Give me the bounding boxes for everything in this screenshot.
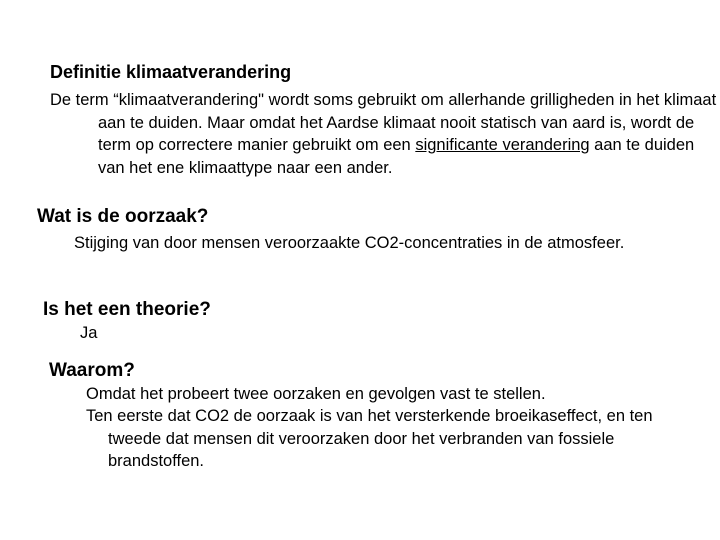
theory-answer: Ja [80,324,98,342]
definition-text-underlined: significante verandering [415,136,590,154]
definition-paragraph [50,89,718,179]
definition-text-after: aan te duiden van het ene klimaattype naar een ander. [98,136,695,177]
why-heading: Waarom? [49,360,135,381]
cause-heading: Wat is de oorzaak? [37,206,209,227]
definition-text-before: De term “klimaatverandering" wordt soms gebruikt om allerhande grilligheden in het klimaat aan te duiden. Maar omdat het Aardse klimaat nooit statisch van aard is, wordt de term op correctere manier gebruikt om een [50,91,717,154]
definition-heading: Definitie klimaatverandering [50,62,292,82]
cause-paragraph: Stijging van door mensen veroorzaakte CO2-concentraties in de atmosfeer. [74,234,625,252]
why-line-1: Omdat het probeert twee oorzaken en gevolgen vast te stellen. [86,385,546,403]
why-line-2: Ten eerste dat CO2 de oorzaak is van het versterkende broeikaseffect, en ten tweede dat mensen dit veroorzaken door het verbranden van fossiele brandstoffen. [86,407,653,470]
theory-heading: Is het een theorie? [43,299,211,320]
